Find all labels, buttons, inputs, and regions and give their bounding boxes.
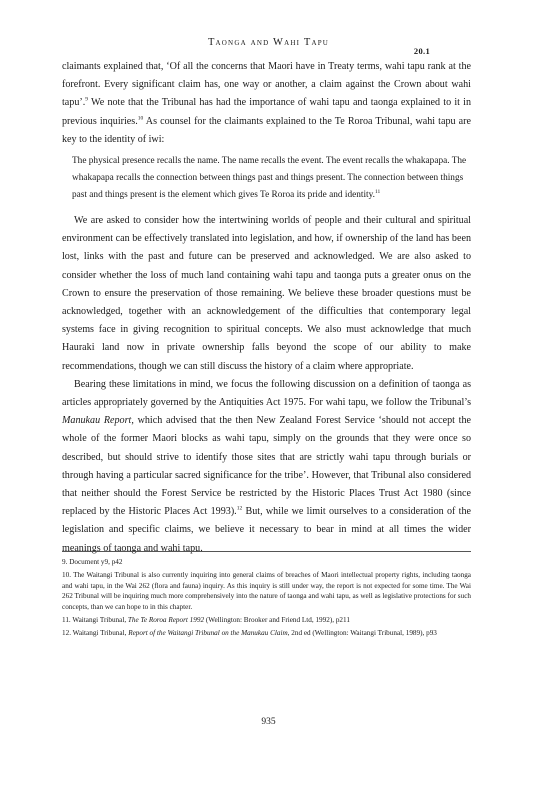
footnote-11 [62,615,471,625]
footnote-12-title: Report of the Waitangi Tribunal on the Manukau Claim [128,629,288,638]
footnote-ref-9[interactable]: 9 [85,97,89,104]
body-text [62,58,471,558]
running-head: Taonga and Wahi Tapu [207,37,330,48]
footnote-ref-10[interactable]: 10 [137,115,144,122]
footnote-11-text-b: (Wellington: Brooker and Friend Ltd, 1992), p211 [204,616,350,625]
paragraph-1 [62,58,471,149]
paragraph-3 [62,376,471,558]
paragraph-3-text-a: Bearing these limitations in mind, we focus the following discussion on a definition of taonga as articles appropriately governed by the Antiquities Act 1975. For wahi tapu, we follow the Tribunal’s [62,378,471,409]
paragraph-3-text-b: , which advised that the then New Zealand Forest Service ‘should not accept the whole of the former Maori blocks as wahi tapu, simply on the grounds that they were once so described, but should strive to identify those sites that are strictly wahi tapu through burials or through having a particular sacred significance for the tribe’. However, that Tribunal also considered that neither should the Forest Service be restricted by the Historic Places Trust Act 1980 (since replaced by the Historic Places Act 1993). [62,415,471,518]
footnote-12-text-a: 12. Waitangi Tribunal, [62,629,129,638]
footnote-12-text-b: , 2nd ed (Wellington: Waitangi Tribunal, 1989), p93 [287,629,437,638]
paragraph-1-text-b: We note that the Tribunal has had the importance of wahi tapu and taonga explained to it in previous inquiries. [62,97,471,127]
footnote-11-title: The Te Roroa Report 1992 [127,616,205,625]
block-quote [72,153,471,204]
footnote-12 [62,628,471,638]
page-number: 935 [261,717,276,727]
section-number: 20.1 [413,46,430,56]
footnote-9: 9. Document y9, p42 [62,558,123,566]
footnote-10: 10. The Waitangi Tribunal is also currently inquiring into general claims of breaches of Maori intellectual property rights, including taonga and wahi tapu, in the Wai 262 (flora and fauna) inquiry. As this inquiry is still under way, the report is not expected for some time. The Wai 262 Tribunal will be inquiring much more comprehensively into the nature of taonga and wahi tapu, as well as legislative protections for such concepts, than we can hope to in this chapter. [62,571,471,611]
paragraph-2: We are asked to consider how the intertwining worlds of people and their cultural and spiritual environment can be effectively translated into legislation, and how, if ownership of the land has been lost, links with the past and future can be preserved and acknowledged. We are also asked to consider whether the loss of much land containing wahi tapu and taonga puts a greater onus on the Crown to ensure the preservation of those remaining. We believe these broader questions must be acknowledged, together with an acknowledgement of the difficulties that contemporary legal systems face in giving recognition to spiritual concepts. We also must acknowledge that much Hauraki land now in private ownership falls beyond the scope of our ability to make recommendations, though we can still discuss the history of a claim where appropriate. [62,215,471,372]
block-quote-text: The physical presence recalls the name. The name recalls the event. The event recalls the whakapapa. The whakapapa recalls the connection between things past and things present. The connection between things past and things present is the element which gives Te Roroa its pride and identity. [72,156,467,201]
footnotes [62,557,471,639]
paragraph-1-text-a: claimants explained that, ‘Of all the concerns that Maori have in Treaty terms, wahi tapu rank at the forefront. Every significant claim has, one way or another, a claim against the Crown about wahi tapu’. [62,61,471,109]
paragraph-3-text-c: But, while we limit ourselves to a consideration of the legislation and specific claims, we believe it necessary to bear in mind at all times the wider meanings of taonga and wahi tapu. [62,506,472,554]
manukau-report-title: Manukau Report [62,415,132,427]
footnote-ref-12[interactable]: 12 [236,505,243,512]
footnote-11-text-a: 11. Waitangi Tribunal, [62,616,128,625]
paragraph-1-text-c: As counsel for the claimants explained to the Te Roroa Tribunal, wahi tapu are key to the identity of iwi: [62,115,471,145]
footnote-ref-11[interactable]: 11 [374,188,381,195]
footnote-divider [62,551,471,552]
